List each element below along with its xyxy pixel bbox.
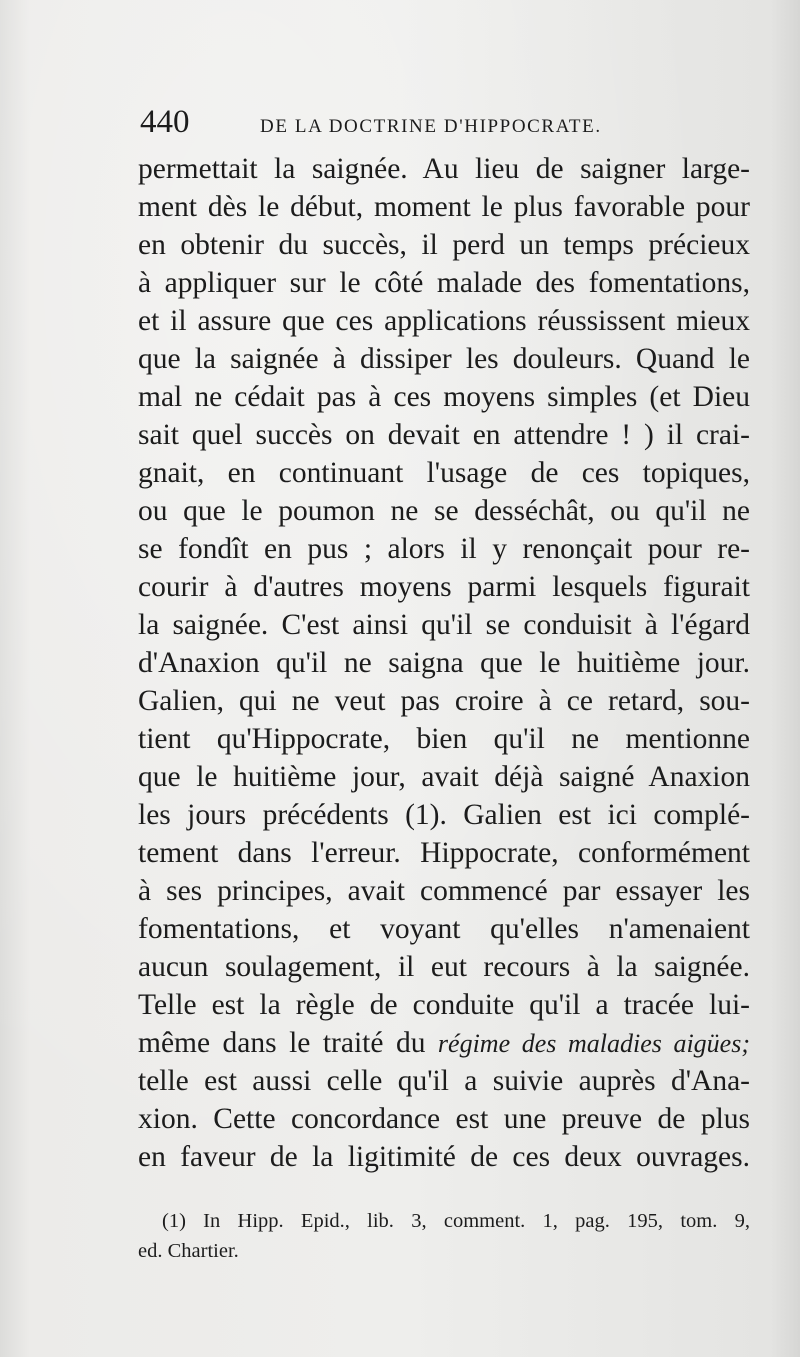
text-line: fomentations, et voyant qu'elles n'amenaient (138, 913, 750, 945)
text-line: que le huitième jour, avait déjà saigné Anaxion (138, 761, 750, 793)
text-line-prefix: même dans le traité du (138, 1027, 438, 1059)
text-line: en faveur de la ligitimité de ces deux ouvrages. (138, 1141, 750, 1173)
text-line: telle est aussi celle qu'il a suivie auprès d'Ana- (138, 1065, 750, 1097)
text-line: tement dans l'erreur. Hippocrate, conformément (138, 837, 750, 869)
text-line: xion. Cette concordance est une preuve de plus (138, 1103, 750, 1135)
text-line: tient qu'Hippocrate, bien qu'il ne mentionne (138, 723, 750, 755)
text-line: à appliquer sur le côté malade des fomentations, (138, 267, 750, 299)
text-line: et il assure que ces applications réussissent mieux (138, 305, 750, 337)
text-line: que la saignée à dissiper les douleurs. Quand le (138, 343, 750, 375)
text-line: ment dès le début, moment le plus favorable pour (138, 191, 750, 223)
text-line: courir à d'autres moyens parmi lesquels figurait (138, 571, 750, 603)
italic-title: régime des maladies aigües; (437, 1029, 750, 1058)
text-line: permettait la saignée. Au lieu de saigner large- (138, 153, 750, 185)
text-line-with-italic (138, 1024, 750, 1062)
running-title: DE LA DOCTRINE D'HIPPOCRATE. (260, 116, 602, 137)
footnote (138, 1206, 750, 1266)
running-head (140, 104, 760, 144)
text-line: les jours précédents (1). Galien est ici complé- (138, 799, 750, 831)
text-line: sait quel succès on devait en attendre ! ) il crai- (138, 419, 750, 451)
text-line: la saignée. C'est ainsi qu'il se conduisit à l'égard (138, 609, 750, 641)
footnote-line: ed. Chartier. (138, 1240, 239, 1262)
text-line: aucun soulagement, il eut recours à la saignée. (138, 951, 750, 983)
text-line: Telle est la règle de conduite qu'il a tracée lui- (138, 989, 750, 1021)
footnote-line: (1) In Hipp. Epid., lib. 3, comment. 1, pag. 195, tom. 9, (162, 1210, 750, 1232)
text-line: mal ne cédait pas à ces moyens simples (et Dieu (138, 381, 750, 413)
text-line: ou que le poumon ne se desséchât, ou qu'il ne (138, 495, 750, 527)
body-text (138, 150, 750, 1176)
text-line: gnait, en continuant l'usage de ces topiques, (138, 457, 750, 489)
text-line: à ses principes, avait commencé par essayer les (138, 875, 750, 907)
text-line: d'Anaxion qu'il ne saigna que le huitième jour. (138, 647, 750, 679)
text-line: se fondît en pus ; alors il y renonçait pour re- (138, 533, 750, 565)
page-number: 440 (140, 104, 190, 140)
text-line: Galien, qui ne veut pas croire à ce retard, sou- (138, 685, 750, 717)
text-line: en obtenir du succès, il perd un temps précieux (138, 229, 750, 261)
